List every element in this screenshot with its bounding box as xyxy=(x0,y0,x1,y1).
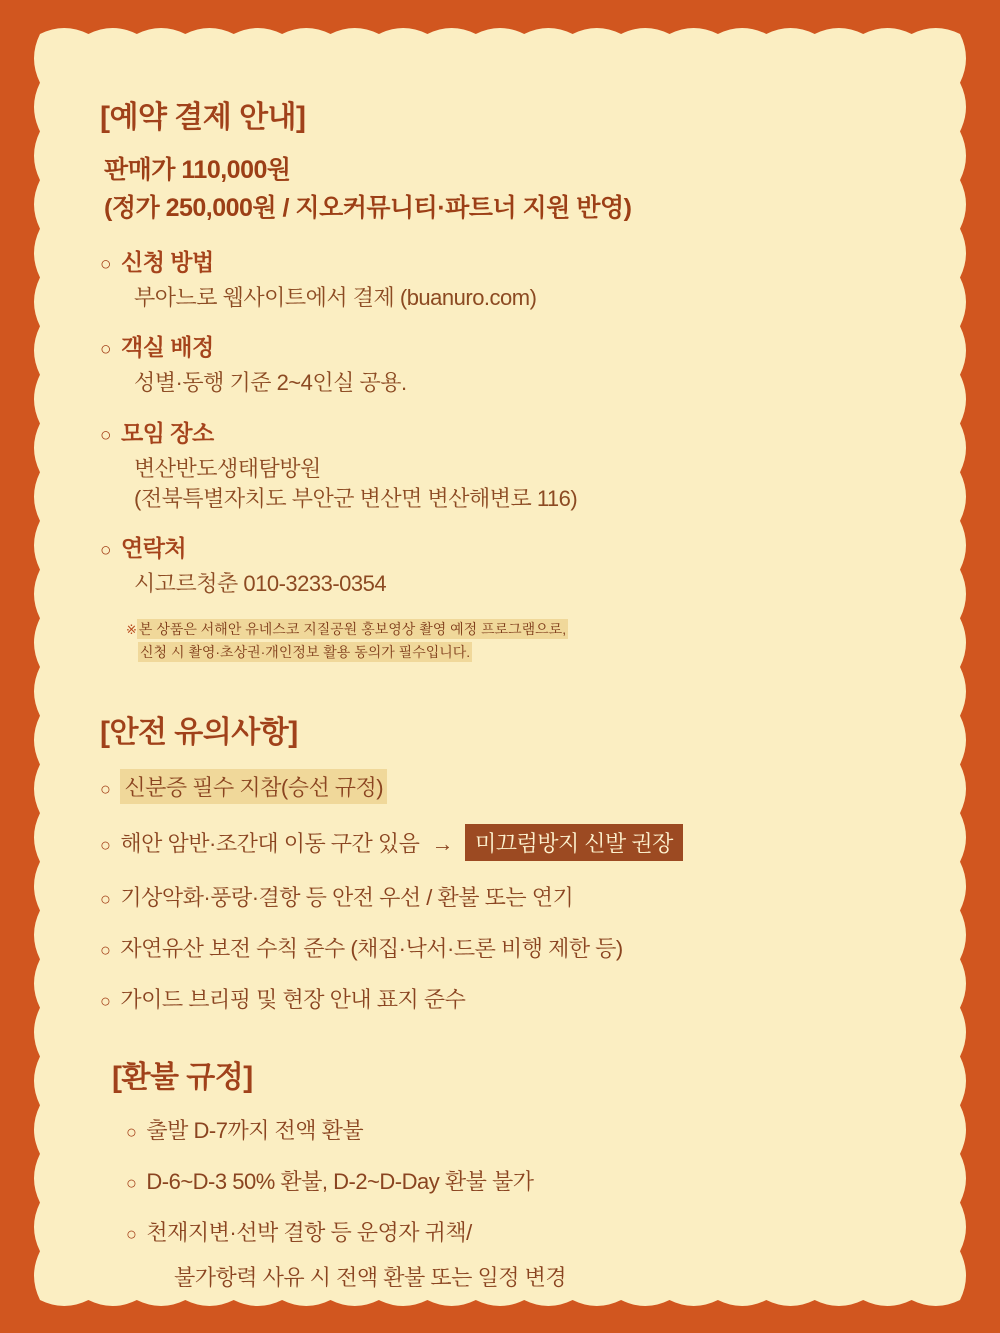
circle-bullet-icon: ○ xyxy=(100,990,111,1011)
list-item xyxy=(100,530,900,599)
note-line-1: 본 상품은 서해안 유네스코 지질공원 홍보영상 촬영 예정 프로그램으로, xyxy=(138,620,567,637)
circle-bullet-icon: ○ xyxy=(100,834,111,855)
safety-text: 가이드 브리핑 및 현장 안내 표지 준수 xyxy=(120,986,466,1012)
list-item xyxy=(100,824,900,861)
note-line-2: 신청 시 촬영·초상권·개인정보 활용 동의가 필수입니다. xyxy=(140,643,471,660)
refund-text: D-6~D-3 50% 환불, D-2~D-Day 환불 불가 xyxy=(146,1168,534,1194)
circle-bullet-icon: ○ xyxy=(126,1223,137,1244)
item-body: 시고르청춘 010-3233-0354 xyxy=(134,571,387,597)
circle-bullet-icon: ○ xyxy=(100,424,111,446)
circle-bullet-icon: ○ xyxy=(100,778,111,799)
refund-subtext: 불가항력 사유 시 전액 환불 또는 일정 변경 xyxy=(174,1264,567,1290)
circle-bullet-icon: ○ xyxy=(126,1121,137,1142)
list-item xyxy=(100,244,900,313)
circle-bullet-icon: ○ xyxy=(100,339,111,361)
item-body: 부아느로 웹사이트에서 결제 (buanuro.com) xyxy=(134,285,537,310)
circle-bullet-icon: ○ xyxy=(100,888,111,909)
safety-text: 해안 암반·조간대 이동 구간 있음 xyxy=(120,830,420,856)
item-body: 성별·동행 기준 2~4인실 공용. xyxy=(134,370,407,396)
asterisk-icon: ※ xyxy=(126,621,137,637)
list-item xyxy=(100,932,900,963)
list-item xyxy=(126,1114,900,1145)
payment-title: [예약 결제 안내] xyxy=(100,101,306,134)
consent-note xyxy=(126,618,900,663)
safety-text-highlight: 신분증 필수 지참(승선 규정) xyxy=(120,769,387,804)
price-main: 판매가 110,000원 xyxy=(104,156,291,184)
circle-bullet-icon: ○ xyxy=(100,540,111,562)
list-item xyxy=(100,415,900,515)
item-heading: 연락처 xyxy=(120,535,187,562)
arrow-right-icon: → xyxy=(431,830,453,856)
list-item xyxy=(100,881,900,912)
safety-text: 자연유산 보전 수칙 준수 (채집·낙서·드론 비행 제한 등) xyxy=(120,935,623,961)
scalloped-card xyxy=(28,22,972,1312)
list-item xyxy=(100,329,900,398)
refund-text: 천재지변·선박 결항 등 운영자 귀책/ xyxy=(146,1219,472,1245)
price-note: (정가 250,000원 / 지오커뮤니티·파트너 지원 반영) xyxy=(104,194,632,222)
circle-bullet-icon: ○ xyxy=(100,254,111,275)
list-item xyxy=(100,983,900,1014)
refund-title: [환불 규정] xyxy=(112,1060,253,1094)
item-heading: 신청 방법 xyxy=(120,249,214,275)
refund-section xyxy=(112,1052,900,1292)
circle-bullet-icon: ○ xyxy=(126,1172,137,1193)
card-content xyxy=(28,22,972,1312)
circle-bullet-icon: ○ xyxy=(100,939,111,960)
list-item xyxy=(100,769,900,804)
item-body: 변산반도생태탐방원 (전북특별자치도 부안군 변산면 변산해변로 116) xyxy=(134,455,578,512)
payment-section xyxy=(100,92,900,663)
safety-text: 기상악화·풍랑·결항 등 안전 우선 / 환불 또는 연기 xyxy=(120,884,574,910)
safety-title: [안전 유의사항] xyxy=(100,715,298,749)
item-heading: 객실 배정 xyxy=(120,334,214,361)
item-heading: 모임 장소 xyxy=(120,419,214,446)
list-item xyxy=(126,1216,900,1247)
list-item xyxy=(126,1165,900,1196)
safety-text-badge: 미끄럼방지 신발 권장 xyxy=(465,824,683,861)
safety-section xyxy=(100,707,900,1014)
refund-text: 출발 D-7까지 전액 환불 xyxy=(146,1117,364,1143)
